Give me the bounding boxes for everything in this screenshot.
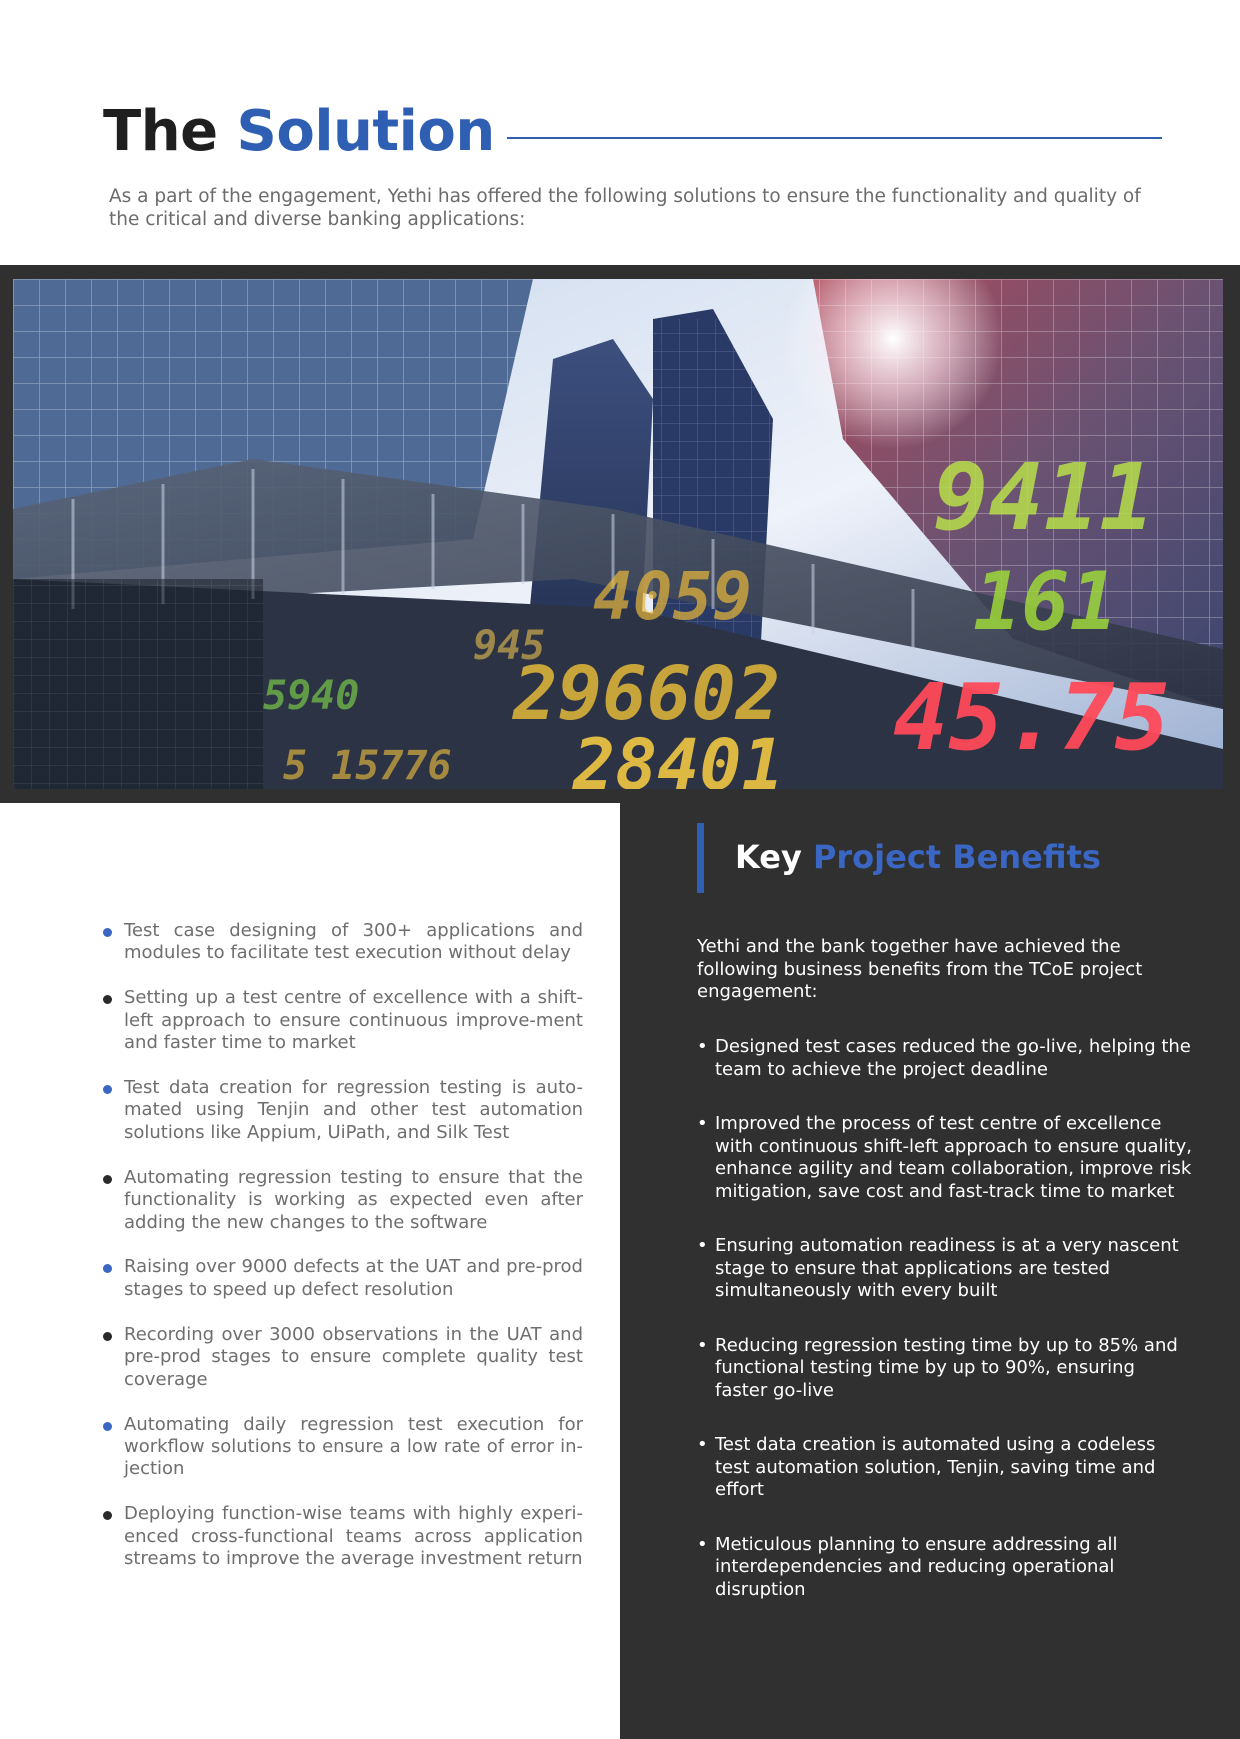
hero-image-frame [0,265,1240,803]
solution-text: Automating regression testing to ensure that the functionality is working as expected even after adding the new changes to the software [124,1166,583,1233]
solution-text: Setting up a test centre of excellence with a shift-left approach to ensure continuous improve-ment and faster time to market [124,987,583,1054]
ticker-number: 296602 [513,651,781,737]
benefits-heading [735,837,1101,877]
title-divider-line [507,137,1162,139]
bullet-icon [103,1511,112,1520]
solution-text: Automating daily regression test execution for workflow solutions to ensure a low rate of error in-jection [124,1413,583,1480]
bullet-icon [103,1175,112,1184]
list-item [103,1324,583,1391]
list-item [103,1503,583,1570]
list-item [697,1335,1192,1403]
list-item [103,1414,583,1481]
bullet-icon: • [697,1334,708,1356]
benefit-text: Reducing regression testing time by up to 85% and functional testing time by up to 90%, ensuring faster go-live [715,1334,1178,1401]
bullet-icon [103,1085,112,1094]
solution-text: Recording over 3000 observations in the UAT and pre-prod stages to ensure complete quality test coverage [124,1323,583,1390]
list-item [697,1113,1192,1203]
list-item [103,1167,583,1234]
benefits-accent-bar [697,823,704,893]
list-item [103,987,583,1054]
bullet-icon [103,1332,112,1341]
ticker-number: 28401 [573,724,784,789]
list-item [697,1036,1192,1081]
solution-text: Test case designing of 300+ applications and modules to facilitate test execution without delay [124,920,583,964]
list-item [103,1077,583,1144]
bullet-icon: • [697,1113,708,1134]
list-item [103,920,583,965]
bullet-icon: • [697,1533,708,1555]
bullet-icon: • [697,1036,708,1057]
benefits-heading-accent: Project Benefits [812,838,1101,876]
benefits-panel [620,803,1240,1739]
list-item [697,1434,1192,1502]
intro-paragraph: As a part of the engagement, Yethi has offered the following solutions to ensure the functionality and quality of the critical and diverse banking applications: [109,186,1141,230]
solution-text: Test data creation for regression testing is auto-mated using Tenjin and other test automation solutions like Appium, UiPath, and Silk Test [124,1077,583,1143]
benefit-text: Test data creation is automated using a codeless test automation solution, Tenjin, saving time and effort [715,1434,1156,1500]
ticker-number: 161 [973,555,1118,648]
benefits-list [697,1036,1192,1633]
solutions-column [0,803,620,1739]
bullet-icon: • [697,1434,708,1455]
benefits-heading-key: Key [735,838,802,876]
benefits-intro: Yethi and the bank together have achieved the following business benefits from the TCoE project engagement: [697,936,1143,1002]
bullet-icon [103,995,112,1004]
bullet-icon [103,928,112,937]
benefit-text: Improved the process of test centre of excellence with continuous shift-left approach to ensure quality, enhance agility and team collaboration, improve risk mitigation, save cost and fast-track time to market [715,1113,1192,1202]
list-item [697,1534,1192,1602]
bullet-icon: • [697,1235,708,1256]
benefit-text: Meticulous planning to ensure addressing all interdependencies and reducing operational disruption [715,1533,1118,1600]
ticker-number: 4059 [593,558,752,635]
ticker-number: 9411 [933,444,1155,551]
page-title [103,96,495,168]
ticker-number: 5 15776 [283,743,452,789]
ticker-number: 45.75 [893,664,1170,771]
solutions-list [103,920,583,1593]
solution-text: Deploying function-wise teams with highly experi-enced cross-functional teams across application streams to improve the average investment return [124,1503,583,1570]
ticker-number: 945 [473,623,546,669]
solution-text: Raising over 9000 defects at the UAT and pre-prod stages to speed up defect resolution [124,1256,583,1300]
ticker-number: 5940 [263,673,360,719]
title-word-solution: Solution [236,99,495,164]
bullet-icon [103,1422,112,1431]
bullet-icon [103,1264,112,1273]
list-item [103,1256,583,1301]
hero-image [13,279,1223,789]
benefit-text: Designed test cases reduced the go-live, helping the team to achieve the project deadline [715,1036,1191,1080]
benefit-text: Ensuring automation readiness is at a very nascent stage to ensure that applications are tested simultaneously with every built [715,1235,1179,1301]
list-item [697,1235,1192,1303]
title-word-the: The [103,99,218,164]
